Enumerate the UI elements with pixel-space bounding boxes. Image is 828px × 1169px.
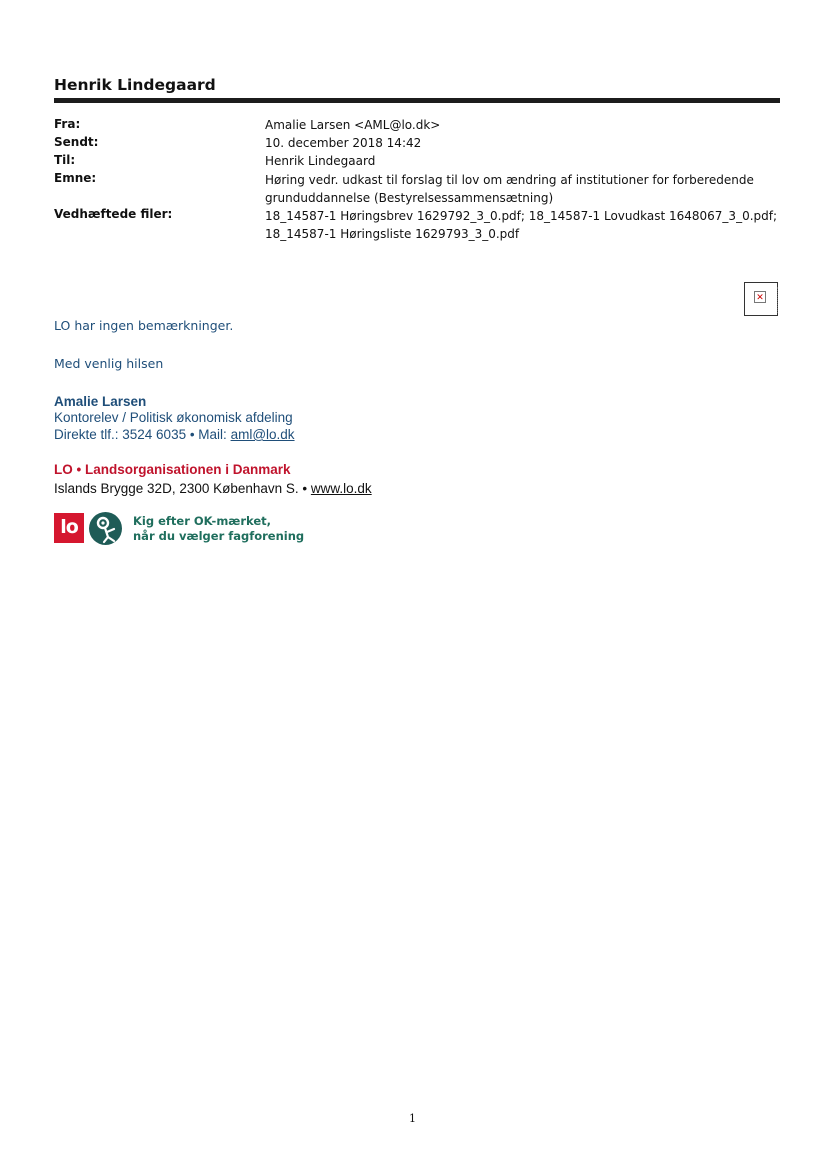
owner-divider — [54, 98, 780, 103]
subject-value — [265, 171, 785, 207]
subject-label: Emne: — [54, 171, 97, 185]
subject-line-1: Høring vedr. udkast til forslag til lov om ændring af institutioner for forberedende — [265, 173, 754, 187]
organization-address — [54, 481, 372, 496]
signature-name: Amalie Larsen — [54, 394, 147, 409]
signature-contact — [54, 427, 295, 442]
image-edge-mark — [777, 287, 780, 313]
sent-label: Sendt: — [54, 135, 99, 149]
owner-name: Henrik Lindegaard — [54, 76, 216, 94]
from-value: Amalie Larsen <AML@lo.dk> — [265, 118, 441, 132]
phone-text: Direkte tlf.: 3524 6035 • Mail: — [54, 427, 231, 442]
to-value: Henrik Lindegaard — [265, 154, 376, 168]
attachment-line-2[interactable]: 18_14587-1 Høringsliste 1629793_3_0.pdf — [265, 227, 520, 241]
email-link[interactable]: aml@lo.dk — [230, 427, 295, 442]
subject-line-2: grunduddannelse (Bestyrelsessammensætning) — [265, 191, 554, 205]
attachments-label: Vedhæftede filer: — [54, 207, 173, 221]
address-text: Islands Brygge 32D, 2300 København S. • — [54, 481, 311, 496]
ok-line-2: når du vælger fagforening — [133, 529, 305, 543]
sent-value: 10. december 2018 14:42 — [265, 136, 422, 150]
from-label: Fra: — [54, 117, 81, 131]
page-number: 1 — [409, 1112, 416, 1125]
ok-mark-text — [133, 514, 304, 544]
closing-line: Med venlig hilsen — [54, 356, 164, 371]
ok-mark-logo-icon — [89, 512, 122, 545]
lo-logo: lo — [54, 513, 84, 543]
broken-image-icon: ✕ — [754, 291, 766, 303]
attachment-line-1[interactable]: 18_14587-1 Høringsbrev 1629792_3_0.pdf; 18_14587-1 Lovudkast 1648067_3_0.pdf; — [265, 209, 778, 223]
attachments-value — [265, 207, 785, 243]
ok-line-1: Kig efter OK-mærket, — [133, 514, 272, 528]
to-label: Til: — [54, 153, 76, 167]
organization-name: LO • Landsorganisationen i Danmark — [54, 462, 291, 477]
missing-image-placeholder — [744, 282, 778, 316]
body-line: LO har ingen bemærkninger. — [54, 318, 234, 333]
website-link[interactable]: www.lo.dk — [310, 481, 372, 496]
signature-title: Kontorelev / Politisk økonomisk afdeling — [54, 410, 293, 425]
